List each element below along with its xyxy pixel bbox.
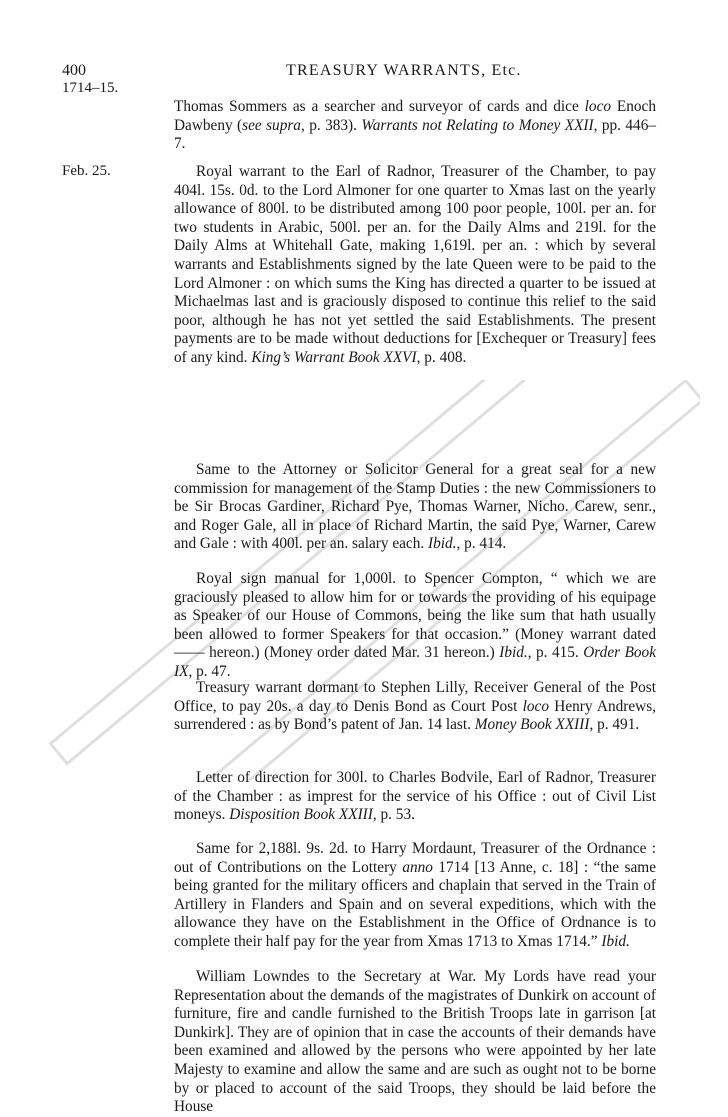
body-text: , p. 414. xyxy=(456,535,507,553)
paragraph-e7 xyxy=(174,968,656,1117)
body-text: 1714 [13 Anne, c. 18] : “the same being granted for the military officers and chaplain that served in the Train of Artillery in Flanders and Spain and on several expeditions, which with the allowance they have on the Establishment in the Office of Ordnance is to complete their half pay for the year from Xmas 1713 to Xmas 1714.” xyxy=(174,858,656,950)
body-text: Same to the Attorney or Solicitor General for a great seal for a new commission for management of the Stamp Duties : the new Commissioners to be Sir Brocas Gardiner, Richard Pye, Thomas Warner, Nicho. Carew, senr., and Roger Gale, all in place of Richard Martin, the said Pye, Warner, Carew and Gale : with 400l. per an. salary each. xyxy=(174,461,656,553)
body-text: , pp. 446–7. xyxy=(174,116,656,153)
year-range: 1714–15. xyxy=(62,80,119,96)
body-text: , p. 53. xyxy=(372,806,415,824)
body-text: Henry Andrews, surrendered : as by Bond’s patent of Jan. 14 last. xyxy=(174,697,656,734)
citation-text: Money Book XXIII xyxy=(474,716,590,734)
paragraph-e2 xyxy=(174,461,656,554)
running-title: TREASURY WARRANTS, Etc. xyxy=(286,62,522,79)
citation-text: loco xyxy=(584,98,612,115)
body-text: Enoch Dawbeny ( xyxy=(174,98,656,134)
citation-text: Order Book IX xyxy=(174,644,656,680)
body-text: , p. 415. xyxy=(527,644,584,662)
citation-text: Ibid. xyxy=(428,535,457,553)
body-text: Letter of direction for 300l. to Charles Bodvile, Earl of Radnor, Treasurer of the Chamber : as imprest for the service of his Office : out of Civil List moneys. xyxy=(174,769,656,824)
citation-text: King’s Warrant Book XXVI xyxy=(251,348,417,366)
body-text: Treasury warrant dormant to Stephen Lilly, Receiver General of the Post Office, to pay 20s. a day to Denis Bond as Court Post xyxy=(174,679,656,715)
body-text: Thomas Sommers as a searcher and surveyor of cards and dice xyxy=(174,98,585,115)
body-text: , p. 47. xyxy=(188,662,231,680)
paragraph-e0 xyxy=(174,98,656,154)
citation-text: anno xyxy=(402,858,433,876)
citation-text: Ibid. xyxy=(499,644,528,662)
body-text: William Lowndes to the Secretary at War. My Lords have read your Representation about the demands of the magistrates of Dunkirk on account of furniture, fire and candle furnished to the British Troops late in garrison [at Dunkirk]. They are of opinion that in case the accounts of their demands have been examined and allowed by the persons who were appointed by her late Majesty to examine and allow the same and are such as ought not to be borne by or placed to account of the said Troops, they should be laid before the House xyxy=(174,968,656,1116)
page-number: 400 xyxy=(62,62,86,79)
entry-date: Feb. 25. xyxy=(62,163,111,179)
citation-text: see supra xyxy=(242,116,301,134)
body-text: , p. 491. xyxy=(589,716,640,734)
body-text: Same for 2,188l. 9s. 2d. to Harry Mordaunt, Treasurer of the Ordnance : out of Contributions on the Lottery xyxy=(174,840,656,876)
paragraph-e5 xyxy=(174,769,656,825)
body-text: Royal warrant to the Earl of Radnor, Treasurer of the Chamber, to pay 404l. 15s. 0d. to the Lord Almoner for one quarter to Xmas last on the yearly allowance of 800l. to be distributed among 100 poor people, 100l. per an. for two students in Arabic, 500l. per an. for the Daily Alms and 219l. for the Daily Alms at Whitehall Gate, making 1,619l. per an. : which by several warrants and Establishments signed by the late Queen were to be paid to the Lord Almoner : on which sums the King has directed a quarter to be issued at Michaelmas last and is graciously disposed to continue this relief to the said poor, although he has not yet settled the said Establishments. The present payments are to be made without deductions for [Exchequer or Treasury] fees of any kind. xyxy=(174,163,656,366)
paragraph-e6 xyxy=(174,840,656,952)
paragraph-e3 xyxy=(174,570,656,682)
body-text: , p. 408. xyxy=(416,348,467,366)
citation-text: loco xyxy=(522,697,549,715)
citation-text: Disposition Book XXIII xyxy=(229,806,373,824)
body-text: Royal sign manual for 1,000l. to Spencer Compton, “ which we are graciously pleased to allow him for or towards the providing of his equipage as Speaker of our House of Commons, being the like sum that hath usually been allowed to former Speakers for that occasion.” (Money warrant dated —— hereon.) (Money order dated Mar. 31 hereon.) xyxy=(174,570,656,662)
citation-text: Ibid. xyxy=(601,932,630,950)
paragraph-e1 xyxy=(174,163,656,368)
body-text: , p. 383). xyxy=(300,116,362,134)
citation-text: Warrants not Relating to Money XXII xyxy=(361,116,594,134)
paragraph-e4 xyxy=(174,679,656,735)
